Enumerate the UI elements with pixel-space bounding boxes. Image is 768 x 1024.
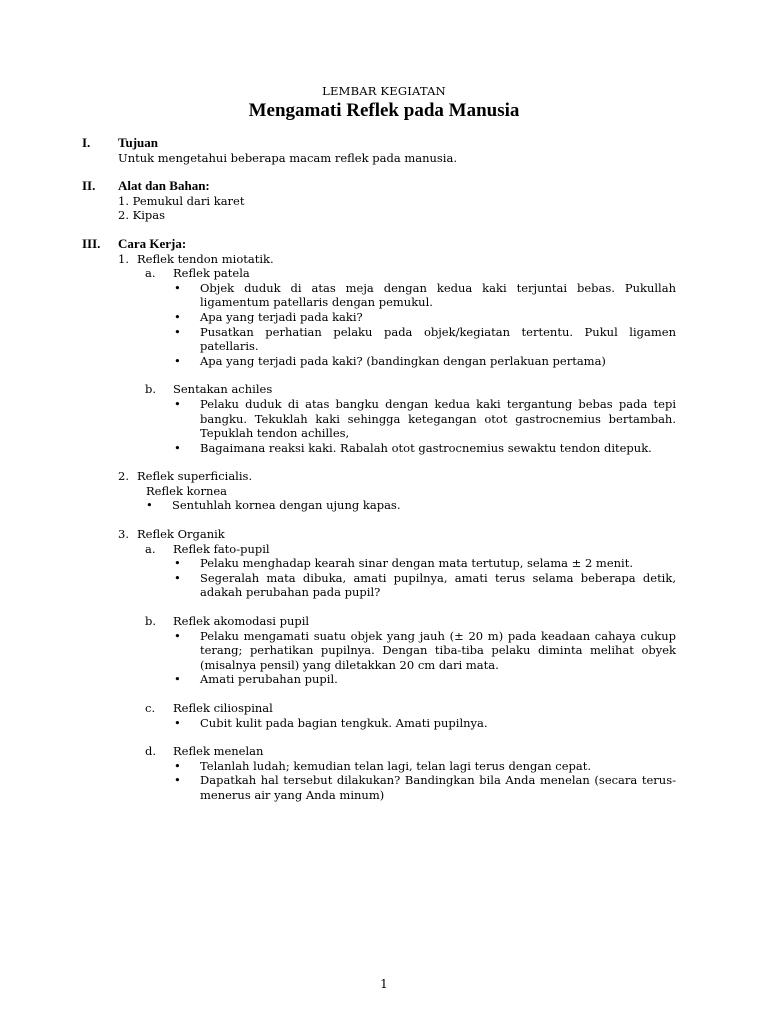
list-item: • Cubit kulit pada bagian tengkuk. Amati pupilnya. [174, 715, 488, 730]
item-number: 1. [118, 251, 129, 266]
worksheet-label: LEMBAR KEGIATAN [322, 84, 446, 98]
bullet-list [174, 629, 676, 687]
bullet-icon: • [174, 440, 181, 455]
subitem-label: Reflek patela [173, 266, 250, 281]
section-title: Alat dan Bahan: [118, 178, 210, 194]
bullet-list [174, 397, 676, 455]
list-item: • Apa yang terjadi pada kaki? [174, 309, 363, 324]
subitem-3c [145, 701, 676, 716]
subitem-letter: d. [145, 744, 157, 759]
subitem-1b [145, 382, 676, 397]
bullet-icon: • [174, 280, 181, 295]
procedure-item-2 [118, 469, 676, 484]
section-materials [0, 179, 768, 223]
subitem-3a [145, 542, 676, 557]
bullet-icon: • [174, 628, 181, 643]
bullet-list [174, 716, 676, 731]
section-title: Cara Kerja: [118, 235, 187, 251]
list-item: • Apa yang terjadi pada kaki? (bandingkan dengan perlakuan pertama) [174, 353, 606, 368]
subitem-3d [145, 744, 676, 759]
list-item: • Dapatkah hal tersebut dilakukan? Bandingkan bila Anda menelan (secara terus-menerus air yang Anda minum) [174, 773, 676, 802]
bullet-icon: • [174, 773, 181, 788]
subitem-letter: b. [145, 382, 157, 397]
section-purpose [0, 136, 768, 165]
list-item: • Sentuhlah kornea dengan ujung kapas. [146, 498, 401, 513]
bullet-list [174, 556, 676, 600]
list-item: • Pelaku menghadap kearah sinar dengan mata tertutup, selama ± 2 menit. [174, 556, 634, 571]
subitem-label: Sentakan achiles [173, 382, 273, 397]
list-item: • Objek duduk di atas meja dengan kedua kaki terjuntai bebas. Pukullah ligamentum patellaris dengan pemukul. [174, 280, 676, 310]
section-number: II. [82, 178, 96, 194]
list-item: • Amati perubahan pupil. [174, 672, 338, 687]
bullet-icon: • [146, 498, 153, 513]
list-item: • Bagaimana reaksi kaki. Rabalah otot gastrocnemius sewaktu tendon ditepuk. [174, 440, 652, 455]
bullet-icon: • [174, 758, 181, 773]
subitem-letter: a. [145, 266, 156, 281]
bullet-icon: • [174, 309, 181, 324]
subitem-letter: c. [145, 701, 156, 715]
procedure-item-3 [118, 527, 676, 542]
bullet-list [146, 498, 676, 513]
document-content [0, 136, 768, 817]
purpose-text: Untuk mengetahui beberapa macam reflek pada manusia. [118, 150, 457, 165]
list-item: • Telanlah ludah; kemudian telan lagi, telan lagi terus dengan cepat. [174, 758, 592, 773]
section-procedure [0, 237, 768, 803]
item-label: Reflek Organik [137, 527, 225, 542]
section-number: I. [82, 135, 91, 150]
list-item: • Pelaku duduk di atas bangku dengan kedua kaki tergantung bebas pada tepi bangku. Tekuklah kaki sehingga ketegangan otot gastrocnemius bertambah. Tepuklah tendon achilles, [174, 396, 676, 441]
list-item: • Segeralah mata dibuka, amati pupilnya, amati terus selama beberapa detik, adakah perubahan pada pupil? [174, 570, 676, 600]
subitem-label: Reflek akomodasi pupil [173, 614, 310, 629]
procedure-item-1 [118, 252, 676, 267]
item-number: 3. [118, 527, 129, 542]
item-number: 2. [118, 469, 129, 484]
section-number: III. [82, 235, 101, 251]
bullet-icon: • [174, 570, 181, 585]
subitem-label: Reflek fato-pupil [173, 541, 270, 556]
page-title: Mengamati Reflek pada Manusia [248, 100, 520, 121]
section-title: Tujuan [118, 135, 158, 150]
list-item: • Pusatkan perhatian pelaku pada objek/kegiatan tertentu. Pukul ligamen patellaris. [174, 324, 676, 354]
subitem-letter: a. [145, 541, 156, 556]
bullet-icon: • [174, 672, 181, 687]
subitem-1a [145, 266, 676, 281]
subitem-label: Reflek kornea [146, 483, 228, 498]
subitem-3b [145, 614, 676, 629]
subitem-letter: b. [145, 614, 157, 629]
material-item: 2. Kipas [118, 208, 166, 223]
bullet-icon: • [174, 324, 181, 339]
bullet-list [174, 759, 676, 803]
item-label: Reflek tendon miotatik. [137, 251, 274, 266]
subitem-label: Reflek menelan [173, 744, 264, 759]
bullet-icon: • [174, 715, 181, 730]
subitem-label: Reflek ciliospinal [173, 701, 273, 715]
bullet-icon: • [174, 556, 181, 571]
bullet-icon: • [174, 396, 181, 411]
item-label: Reflek superficialis. [137, 469, 253, 484]
list-item: • Pelaku mengamati suatu objek yang jauh (± 20 m) pada keadaan cahaya cukup terang; perhatikan pupilnya. Dengan tiba-tiba pelaku diminta melihat obyek (misalnya pensil) yang diletakkan 20 cm dari mata. [174, 628, 676, 672]
page-number: 1 [380, 977, 388, 991]
material-item: 1. Pemukul dari karet [118, 193, 245, 208]
bullet-list [174, 281, 676, 369]
bullet-icon: • [174, 353, 181, 368]
